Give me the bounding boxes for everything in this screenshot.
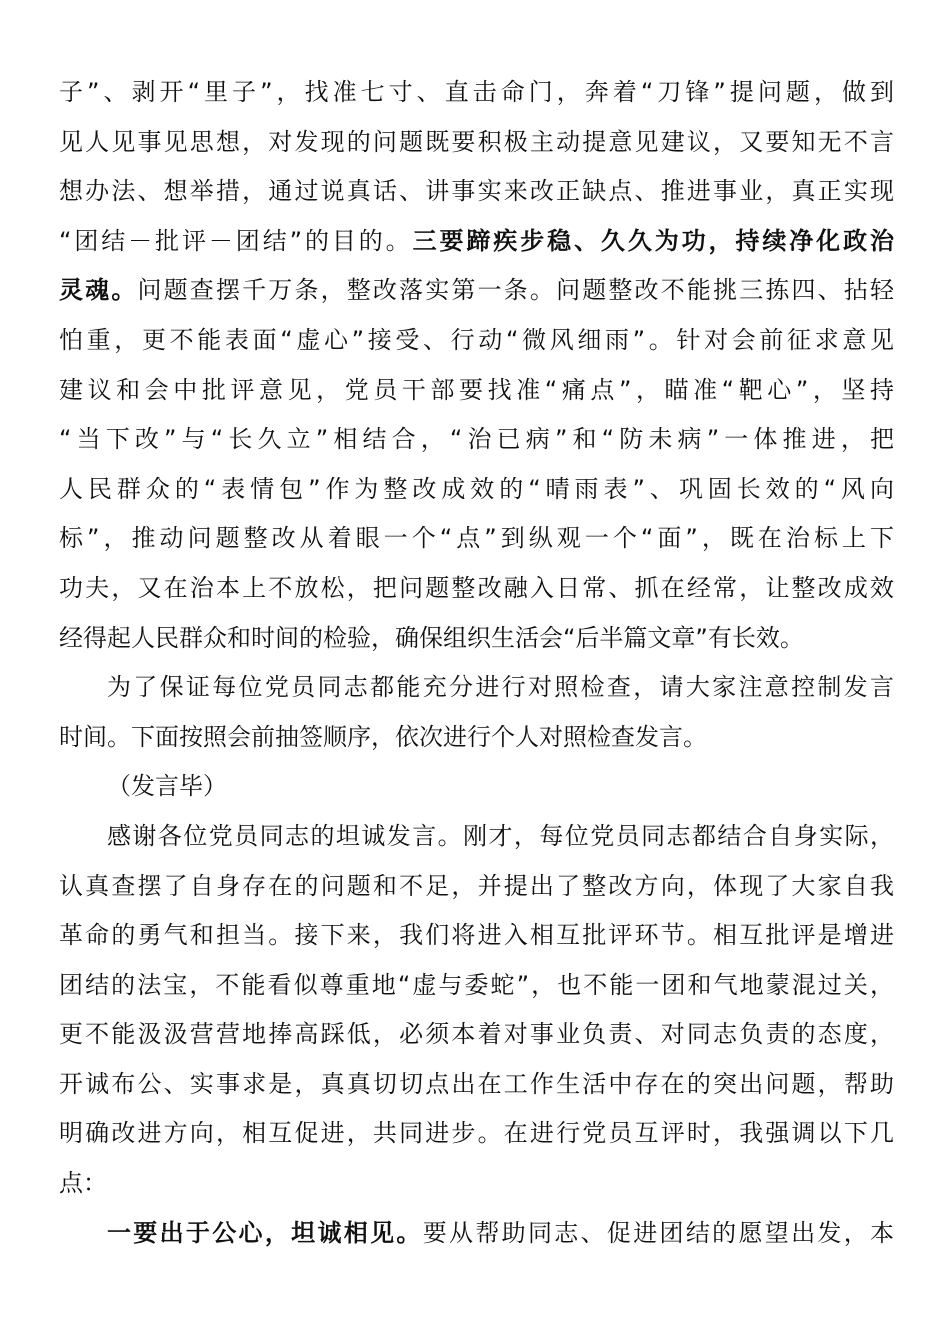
text-segment: “团结－批评－团结”的目的。 — [59, 226, 413, 255]
text-segment: 功夫，又在治本上不放松，把问题整改融入日常、抓在经常，让整改成效 — [59, 573, 894, 602]
text-segment: 更不能汲汲营营地捧高踩低，必须本着对事业负责、对同志负责的态度， — [59, 1020, 894, 1049]
text-segment: 感谢各位党员同志的坦诚发言。刚才，每位党员同志都结合自身实际， — [107, 821, 894, 850]
text-segment: 见人见事见思想，对发现的问题既要积极主动提意见建议，又要知无不言 — [59, 127, 894, 156]
text-line — [59, 68, 894, 118]
text-line — [59, 217, 894, 267]
document-body — [59, 68, 894, 1258]
bold-text-segment: 灵魂。 — [59, 276, 138, 305]
text-line — [59, 961, 894, 1011]
text-line — [59, 564, 894, 614]
text-segment: 建议和会中批评意见，党员干部要找准“痛点”，瞄准“靶心”，坚持 — [59, 375, 894, 404]
text-line — [59, 614, 894, 664]
text-line — [59, 415, 894, 465]
text-line — [59, 465, 894, 515]
text-line — [59, 266, 894, 316]
text-segment: 标”，推动问题整改从着眼一个“点”到纵观一个“面”，既在治标上下 — [59, 524, 894, 553]
text-segment: 点： — [59, 1169, 107, 1198]
text-line — [59, 812, 894, 862]
text-line — [59, 862, 894, 912]
text-segment: 经得起人民群众和时间的检验，确保组织生活会“后半篇文章”有长效。 — [59, 623, 804, 652]
text-line — [59, 118, 894, 168]
text-segment: 怕重，更不能表面“虚心”接受、行动“微风细雨”。针对会前征求意见 — [59, 325, 894, 354]
bold-text-segment: 三要蹄疾步稳、久久为功，持续净化政治 — [412, 226, 894, 255]
text-line — [59, 1209, 894, 1259]
text-segment: 认真查摆了自身存在的问题和不足，并提出了整改方向，体现了大家自我 — [59, 871, 894, 900]
text-line — [59, 1159, 894, 1209]
text-line — [59, 1010, 894, 1060]
text-line — [59, 713, 894, 763]
text-segment: 时间。下面按照会前抽签顺序，依次进行个人对照检查发言。 — [59, 722, 707, 751]
text-line — [59, 316, 894, 366]
text-segment: 为了保证每位党员同志都能充分进行对照检查，请大家注意控制发言 — [107, 673, 894, 702]
text-line — [59, 911, 894, 961]
bold-text-segment: 一要出于公心，坦诚相见。 — [107, 1218, 423, 1247]
text-line — [59, 1060, 894, 1110]
text-line — [59, 1109, 894, 1159]
text-segment: （发言毕） — [107, 772, 227, 801]
text-segment: 团结的法宝，不能看似尊重地“虚与委蛇”，也不能一团和气地蒙混过关， — [59, 970, 894, 999]
text-segment: 开诚布公、实事求是，真真切切点出在工作生活中存在的突出问题，帮助 — [59, 1069, 894, 1098]
text-segment: 要从帮助同志、促进团结的愿望出发，本 — [422, 1218, 894, 1247]
text-segment: 子”、剥开“里子”，找准七寸、直击命门，奔着“刀锋”提问题，做到 — [59, 78, 894, 106]
text-line — [59, 366, 894, 416]
text-segment: 想办法、想举措，通过说真话、讲事实来改正缺点、推进事业，真正实现 — [59, 177, 894, 206]
text-line — [59, 762, 894, 812]
text-segment: “当下改”与“长久立”相结合，“治已病”和“防未病”一体推进，把 — [59, 425, 894, 454]
text-line — [59, 663, 894, 713]
text-line — [59, 167, 894, 217]
text-segment: 问题查摆千万条，整改落实第一条。问题整改不能挑三拣四、拈轻 — [137, 276, 894, 305]
text-segment: 革命的勇气和担当。接下来，我们将进入相互批评环节。相互批评是增进 — [59, 921, 894, 950]
text-segment: 明确改进方向，相互促进，共同进步。在进行党员互评时，我强调以下几 — [59, 1119, 894, 1148]
text-segment: 人民群众的“表情包”作为整改成效的“晴雨表”、巩固长效的“风向 — [59, 474, 894, 503]
text-line — [59, 514, 894, 564]
